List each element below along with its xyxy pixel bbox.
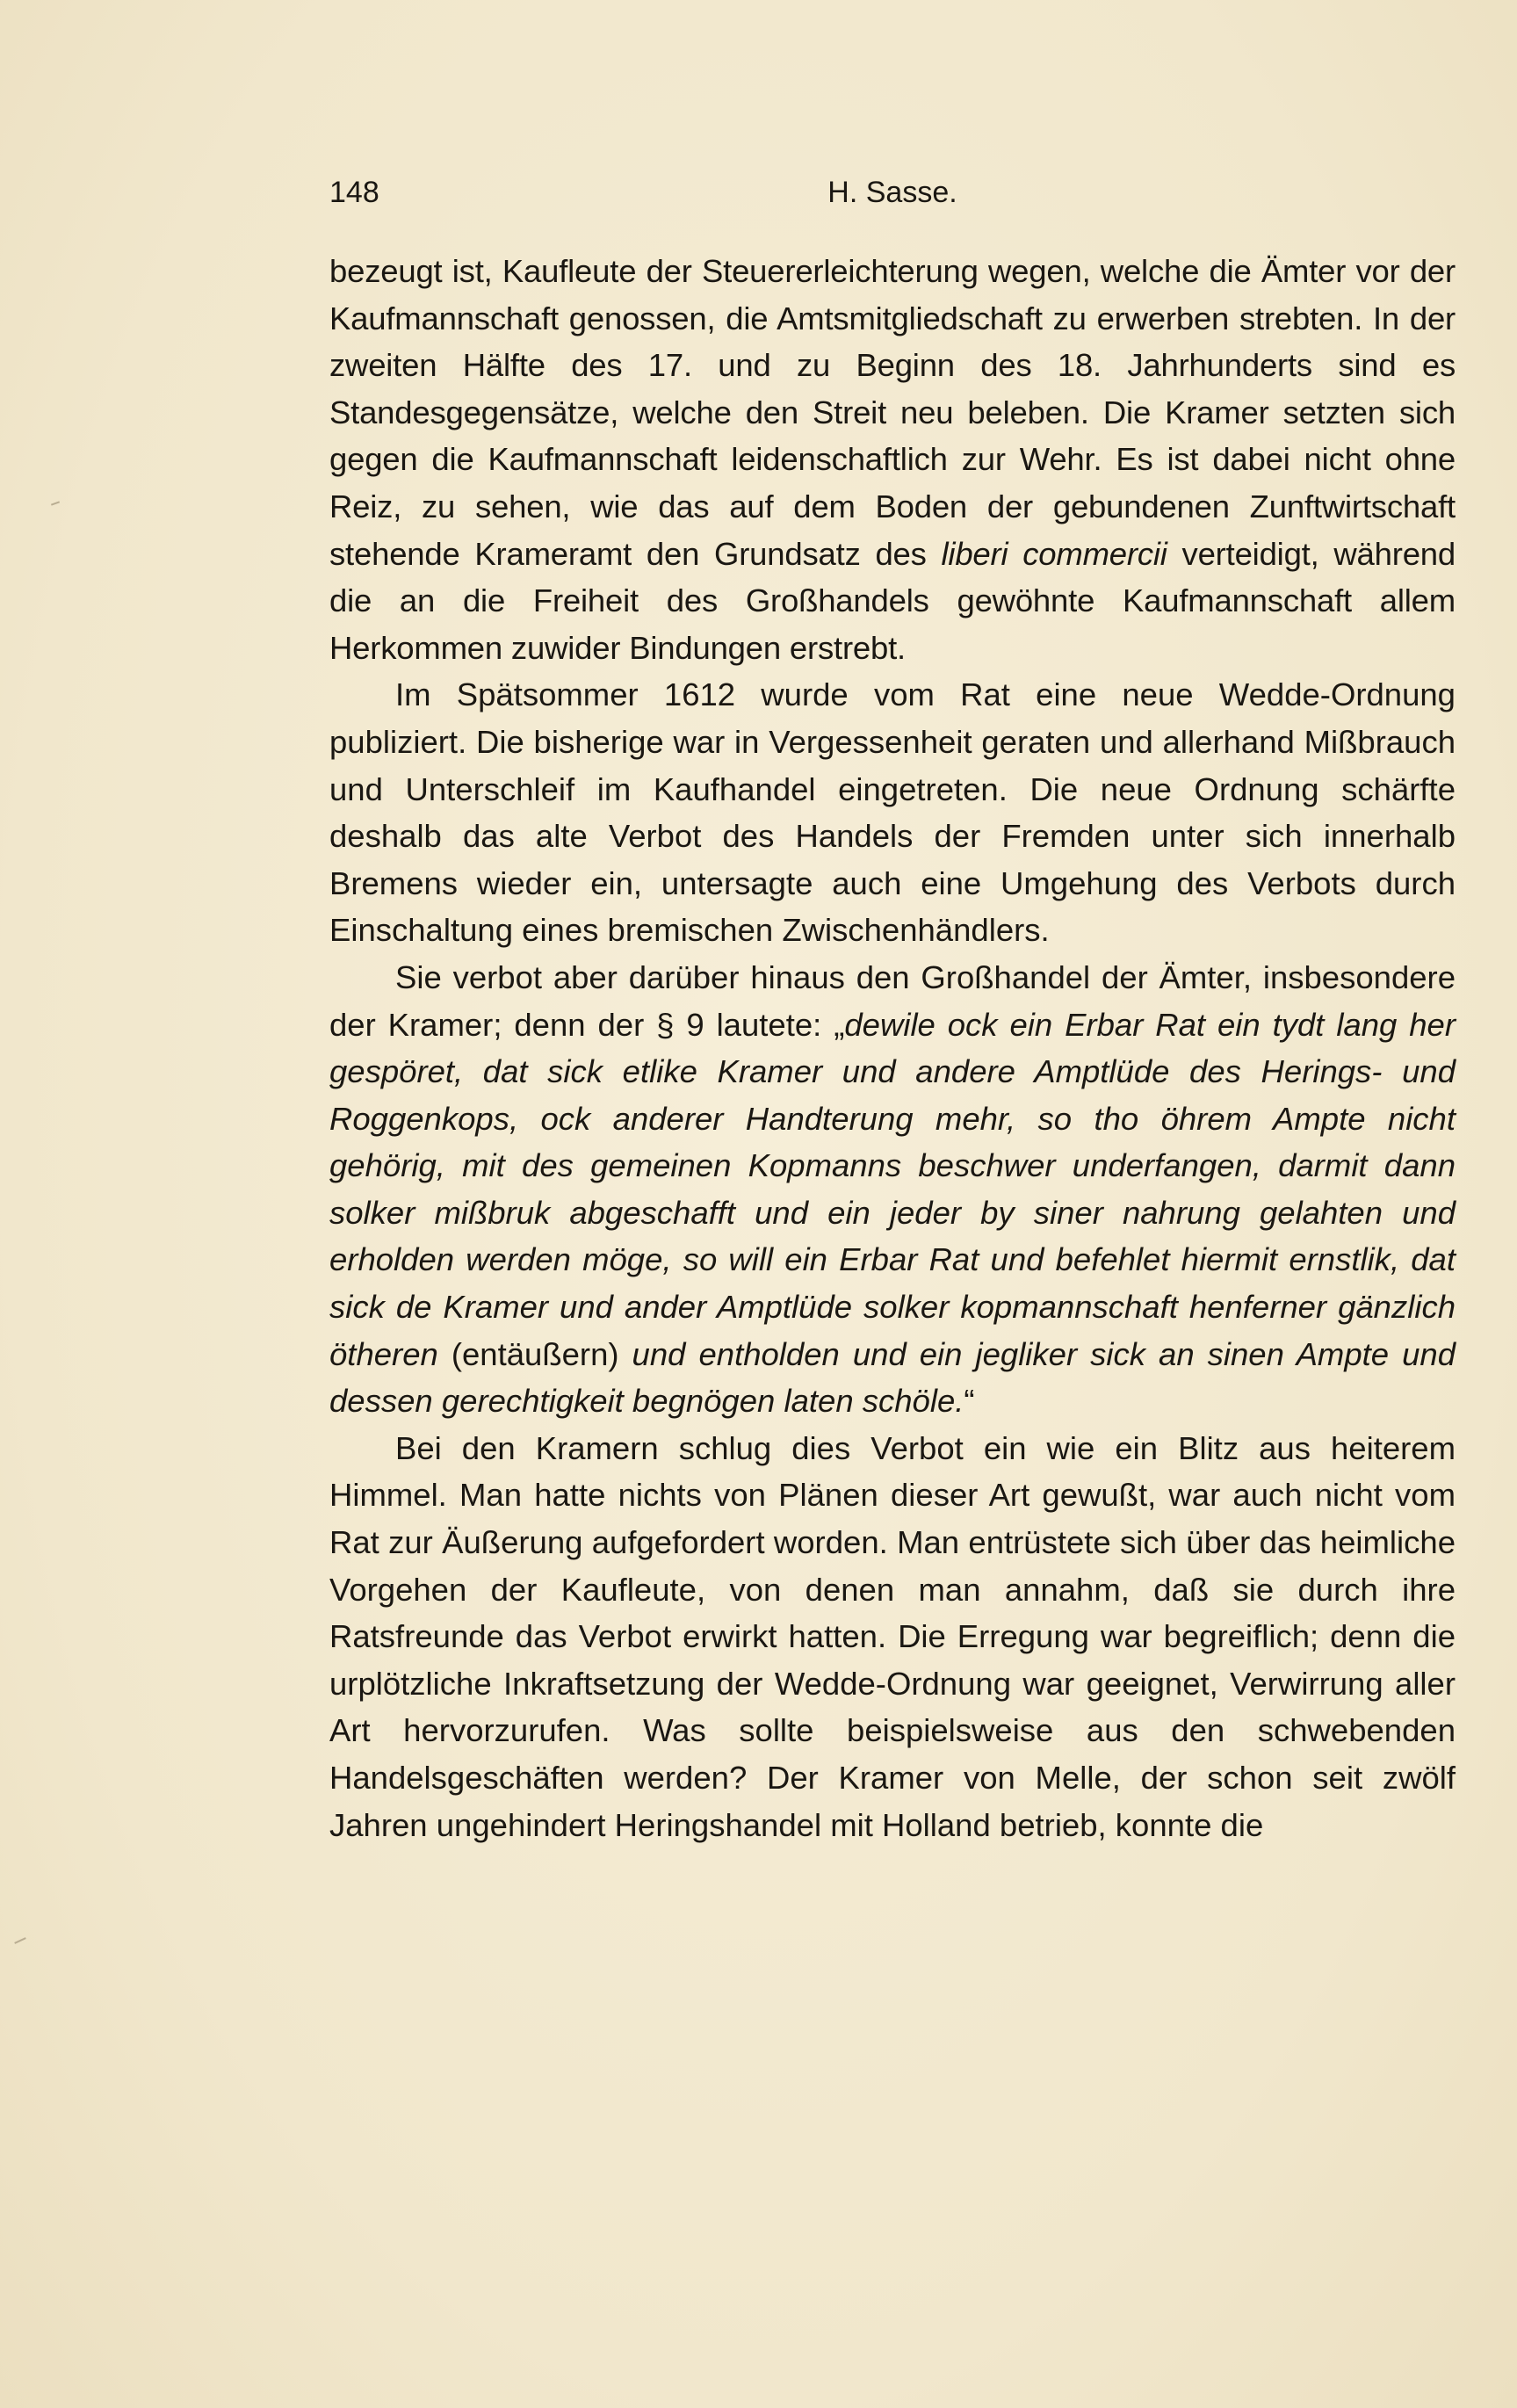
quotation: und entholden und ein jegliker sick an sinen Ampte und dessen gerechtigkeit begnögen laten schöle. <box>329 1335 1456 1420</box>
paragraph-text: bezeugt ist, Kaufleute der Steuererleichterung wegen, welche die Ämter vor der Kaufmannschaft genossen, die Amtsmitgliedschaft zu erwerben strebten. In der zweiten Hälfte des 17. und zu Beginn des 18. Jahrhunderts sind es Standesgegensätze, welche den Streit neu beleben. Die Kramer setzten sich gegen die Kaufmannschaft leidenschaftlich zur Wehr. Es ist dabei nicht ohne Reiz, zu sehen, wie das auf dem Boden der gebundenen Zunftwirtschaft stehende Krameramt den Grundsatz des <box>329 253 1456 572</box>
paragraph <box>329 1425 1456 1848</box>
paragraph <box>329 954 1456 1425</box>
margin-mark <box>51 501 60 505</box>
latin-term: liberi commercii <box>941 535 1167 572</box>
paragraph <box>329 248 1456 671</box>
paragraph <box>329 671 1456 954</box>
margin-mark <box>14 1937 26 1944</box>
gloss: (entäußern) <box>437 1335 632 1372</box>
paragraph-text: Sie verbot aber darüber hinaus den Großhandel der Ämter, insbesondere der Kramer; denn der § 9 lautete: „ <box>329 958 1456 1043</box>
page-number: 148 <box>329 176 379 209</box>
body-text <box>329 248 1456 1848</box>
page-header <box>329 176 1456 228</box>
paragraph-text: verteidigt, während die an die Freiheit des Großhandels gewöhnte Kaufmannschaft allem Herkommen zuwider Bindungen erstrebt. <box>329 535 1456 666</box>
closing-quote-mark: “ <box>964 1383 975 1420</box>
paragraph-text: Bei den Kramern schlug dies Verbot ein wie ein Blitz aus heiterem Himmel. Man hatte nichts von Plänen dieser Art gewußt, war auch nicht vom Rat zur Äußerung aufgefordert worden. Man entrüstete sich über das heimliche Vorgehen der Kaufleute, von denen man annahm, daß sie durch ihre Ratsfreunde das Verbot erwirkt hatten. Die Erregung war begreiflich; denn die urplötzliche Inkraftsetzung der Wedde-Ordnung war geeignet, Verwirrung aller Art hervorzurufen. Was sollte beispielsweise aus den schwebenden Handelsgeschäften werden? Der Kramer von Melle, der schon seit zwölf Jahren ungehindert Heringshandel mit Holland betrieb, konnte die <box>329 1429 1456 1843</box>
quotation: dewile ock ein Erbar Rat ein tydt lang her gespöret, dat sick etlike Kramer und andere Amptlüde des Herings- und Roggenkops, ock anderer Handterung mehr, so tho öhrem Ampte nicht gehörig, mit des gemeinen Kopmanns beschwer underfangen, darmit dann solker mißbruk abgeschafft und ein jeder by siner nahrung gelahten und erholden werden möge, so will ein Erbar Rat und befehlet hiermit ernstlik, dat sick de Kramer und ander Amptlüde solker kopmannschaft henferner gänzlich ötheren <box>329 1006 1456 1372</box>
paragraph-text: Im Spätsommer 1612 wurde vom Rat eine neue Wedde-Ordnung publiziert. Die bisherige war in Vergessenheit geraten und allerhand Mißbrauch und Unterschleif im Kaufhandel eingetreten. Die neue Ordnung schärfte deshalb das alte Verbot des Handels der Fremden unter sich innerhalb Bremens wieder ein, untersagte auch eine Umgehung des Verbots durch Einschaltung eines bremischen Zwischenhändlers. <box>329 676 1456 949</box>
running-head: H. Sasse. <box>827 176 957 209</box>
